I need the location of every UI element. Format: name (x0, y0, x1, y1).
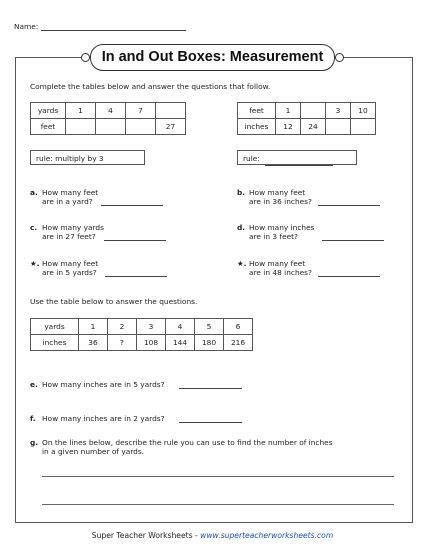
question-b: b. How many feet are in 36 inches? (237, 188, 380, 206)
table-cell: 180 (195, 335, 224, 351)
in-out-table-3 (30, 318, 253, 351)
rule-box-1: rule: multiply by 3 (30, 150, 145, 165)
question-star-left: ★. How many feet are in 5 yards? (30, 259, 167, 277)
answer-line[interactable] (101, 197, 163, 206)
table-row (31, 319, 253, 335)
answer-line[interactable] (322, 232, 384, 241)
in-out-table-1 (30, 102, 186, 135)
row-label: yards (31, 103, 66, 119)
rule-box-2[interactable] (237, 150, 357, 165)
table-cell[interactable]: ? (108, 335, 137, 351)
instructions-2: Use the table below to answer the questions. (30, 297, 198, 306)
answer-line[interactable] (179, 380, 242, 389)
table-cell[interactable]: 27 (156, 119, 186, 135)
table-cell[interactable]: 1 (276, 103, 301, 119)
table-cell[interactable] (156, 103, 186, 119)
table-row (31, 103, 186, 119)
table-row (31, 119, 186, 135)
question-star-right: ★. How many feet are in 48 inches? (237, 259, 380, 277)
answer-line[interactable] (104, 232, 166, 241)
question-label: a. (30, 188, 38, 197)
table-cell: 144 (166, 335, 195, 351)
footer-link[interactable]: www.superteacherworksheets.com (200, 531, 334, 540)
question-label: f. (30, 414, 36, 423)
table-row (238, 119, 376, 135)
question-label: b. (237, 188, 246, 197)
question-label: ★. (30, 259, 40, 268)
answer-line[interactable] (318, 197, 380, 206)
row-label: feet (31, 119, 66, 135)
question-label: ★. (237, 259, 247, 268)
writing-line[interactable] (42, 475, 394, 477)
question-c: c. How many yards are in 27 feet? (30, 223, 166, 241)
row-label: inches (238, 119, 276, 135)
table-cell: 108 (137, 335, 166, 351)
answer-line[interactable] (318, 268, 380, 277)
name-line[interactable] (41, 21, 186, 31)
row-label: feet (238, 103, 276, 119)
question-label: g. (30, 438, 39, 447)
table-cell[interactable]: 10 (351, 103, 376, 119)
question-a: a. How many feet are in a yard? (30, 188, 163, 206)
table-cell[interactable] (326, 119, 351, 135)
table-cell[interactable] (351, 119, 376, 135)
question-e: e. How many inches are in 5 yards? (30, 380, 242, 389)
question-f: f. How many inches are in 2 yards? (30, 414, 242, 423)
rule-answer-line[interactable] (265, 157, 333, 166)
table-cell[interactable]: 24 (301, 119, 326, 135)
table-row (238, 103, 376, 119)
footer-text: Super Teacher Worksheets - (91, 531, 201, 540)
table-cell: 36 (79, 335, 108, 351)
question-label: d. (237, 223, 246, 232)
table-row (31, 335, 253, 351)
table-cell[interactable] (126, 119, 156, 135)
table-cell[interactable] (66, 119, 96, 135)
question-label: c. (30, 223, 38, 232)
table-cell[interactable]: 7 (126, 103, 156, 119)
row-label: yards (31, 319, 79, 335)
table-cell: 1 (79, 319, 108, 335)
name-field[interactable] (14, 21, 186, 31)
table-cell[interactable]: 4 (96, 103, 126, 119)
answer-line[interactable] (179, 414, 242, 423)
question-g: g. On the lines below, describe the rule you can use to find the number of inches in a given number of yards. (30, 438, 333, 456)
name-label: Name: (14, 22, 39, 31)
worksheet-title: In and Out Boxes: Measurement (90, 44, 335, 71)
rule-label: rule: (243, 154, 260, 163)
table-cell[interactable]: 3 (326, 103, 351, 119)
table-cell[interactable] (96, 119, 126, 135)
writing-line[interactable] (42, 503, 394, 505)
table-cell: 4 (166, 319, 195, 335)
table-cell: 6 (224, 319, 253, 335)
answer-line[interactable] (105, 268, 167, 277)
table-cell: 2 (108, 319, 137, 335)
table-cell: 5 (195, 319, 224, 335)
table-cell: 216 (224, 335, 253, 351)
question-d: d. How many inches are in 3 feet? (237, 223, 384, 241)
table-cell: 3 (137, 319, 166, 335)
in-out-table-2 (237, 102, 376, 135)
instructions-text: Complete the tables below and answer the questions that follow. (30, 82, 271, 91)
row-label: inches (31, 335, 79, 351)
table-cell[interactable]: 1 (66, 103, 96, 119)
question-label: e. (30, 380, 38, 389)
table-cell[interactable]: 12 (276, 119, 301, 135)
table-cell[interactable] (301, 103, 326, 119)
footer (0, 531, 425, 540)
